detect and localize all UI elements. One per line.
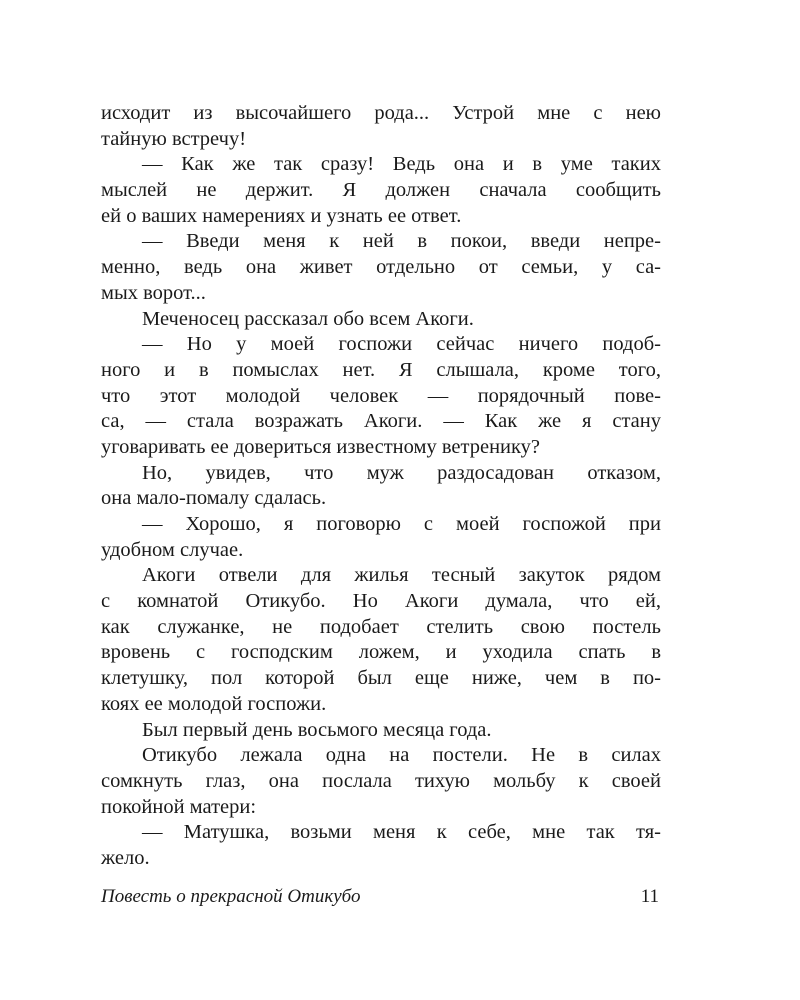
text-line: — Хорошо, я поговорю с моей госпожой при [142,513,661,535]
text-line: Отикубо лежала одна на постели. Не в силах [142,744,661,767]
text-line: Акоги отвели для жилья тесный закуток рядом [142,564,661,587]
page-footer [101,884,661,910]
text-line: ного и в помыслах нет. Я слышала, кроме того, [101,358,661,381]
text-line: ей о ваших намерениях и узнать ее ответ. [101,204,462,227]
page-number: 11 [640,886,659,907]
text-line: — Матушка, возьми меня к себе, мне так тя- [142,821,661,844]
text-line: исходит из высочайшего рода... Устрой мне с нею [101,102,661,124]
text-line: с комнатой Отикубо. Но Акоги думала, что ей, [101,590,661,613]
text-line: что этот молодой человек — порядочный пове- [101,384,661,407]
text-line: уговаривать ее довериться известному ветренику? [101,435,541,458]
text-line: коях ее молодой госпожи. [101,692,327,715]
text-line: мых ворот... [101,281,206,304]
text-line: Но, увидев, что муж раздосадован отказом, [142,461,661,484]
text-line: вровень с господским ложем, и уходила спать в [101,641,661,664]
text-line: са, — стала возражать Акоги. — Как же я стану [101,410,661,433]
text-line: тайную встречу! [101,127,247,150]
text-line: — Введи меня к ней в покои, введи непре- [142,230,661,253]
text-line: как служанке, не подобает стелить свою постель [101,615,661,638]
text-line: жело. [101,846,150,869]
text-line: Был первый день восьмого месяца года. [142,718,492,741]
text-line: — Но у моей госпожи сейчас ничего подоб- [142,333,661,356]
text-line: покойной матери: [101,795,257,818]
text-line: клетушку, пол которой был еще ниже, чем в по- [101,667,661,690]
text-line: мыслей не держит. Я должен сначала сообщить [101,179,661,202]
body-text [101,101,661,872]
text-line: она мало-помалу сдалась. [101,487,327,510]
text-line: сомкнуть глаз, она послала тихую мольбу к своей [101,769,661,792]
text-line: — Как же так сразу! Ведь она и в уме таких [142,153,661,176]
running-title: Повесть о прекрасной Отикубо [101,886,361,907]
text-line: менно, ведь она живет отдельно от семьи, у са- [101,256,661,279]
text-line: Меченосец рассказал обо всем Акоги. [142,307,474,330]
text-line: удобном случае. [101,538,244,561]
